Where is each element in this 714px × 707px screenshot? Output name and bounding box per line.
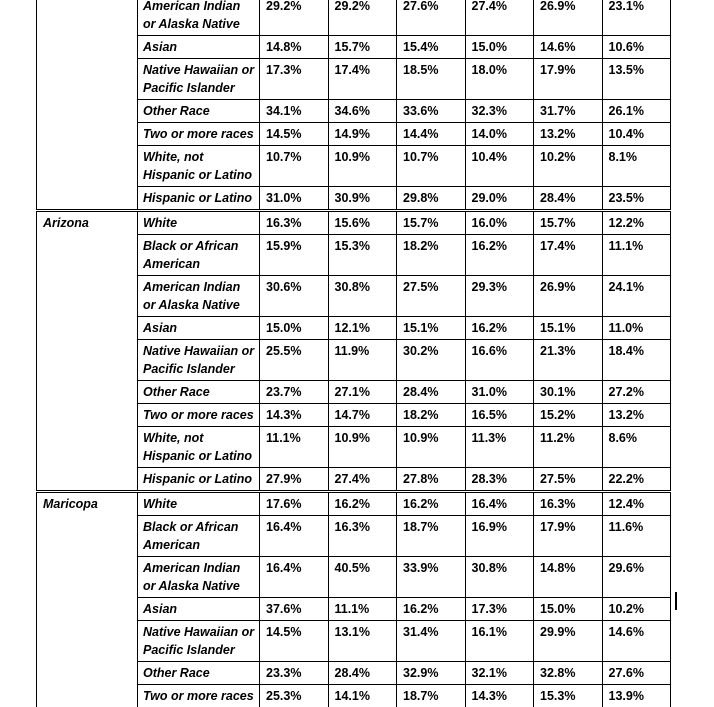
value-cell: 10.9%	[328, 146, 397, 187]
table-row	[37, 0, 671, 36]
value-cell: 30.6%	[260, 276, 329, 317]
race-label-cell: Hispanic or Latino	[138, 468, 260, 492]
value-cell: 14.6%	[534, 36, 603, 59]
value-cell: 18.2%	[397, 404, 466, 427]
value-cell: 18.0%	[465, 59, 534, 100]
value-cell: 13.2%	[534, 123, 603, 146]
value-cell: 29.2%	[328, 0, 397, 36]
value-cell: 12.1%	[328, 317, 397, 340]
value-cell: 29.9%	[534, 621, 603, 662]
value-cell: 15.6%	[328, 211, 397, 235]
value-cell: 17.9%	[534, 516, 603, 557]
value-cell: 25.5%	[260, 340, 329, 381]
race-label-cell: Black or African American	[138, 516, 260, 557]
value-cell: 30.8%	[328, 276, 397, 317]
value-cell: 14.3%	[260, 404, 329, 427]
table-body	[37, 0, 671, 707]
value-cell: 30.2%	[397, 340, 466, 381]
value-cell: 26.9%	[534, 276, 603, 317]
value-cell: 15.7%	[397, 211, 466, 235]
race-label-cell: Black or African American	[138, 235, 260, 276]
value-cell: 16.2%	[397, 598, 466, 621]
region-cell: Arizona	[37, 211, 138, 492]
value-cell: 16.2%	[465, 317, 534, 340]
value-cell: 12.2%	[602, 211, 671, 235]
value-cell: 40.5%	[328, 557, 397, 598]
value-cell: 10.6%	[602, 36, 671, 59]
value-cell: 28.3%	[465, 468, 534, 492]
value-cell: 28.4%	[397, 381, 466, 404]
race-label-cell: White	[138, 492, 260, 516]
value-cell: 18.7%	[397, 685, 466, 707]
value-cell: 8.1%	[602, 146, 671, 187]
value-cell: 31.0%	[465, 381, 534, 404]
value-cell: 27.6%	[397, 0, 466, 36]
value-cell: 14.8%	[534, 557, 603, 598]
value-cell: 17.4%	[534, 235, 603, 276]
race-label-cell: White	[138, 211, 260, 235]
race-label-cell: Two or more races	[138, 123, 260, 146]
race-label-cell: Hispanic or Latino	[138, 187, 260, 211]
race-label-cell: Other Race	[138, 100, 260, 123]
value-cell: 15.0%	[465, 36, 534, 59]
value-cell: 26.1%	[602, 100, 671, 123]
value-cell: 32.1%	[465, 662, 534, 685]
value-cell: 10.2%	[602, 598, 671, 621]
value-cell: 10.7%	[260, 146, 329, 187]
value-cell: 14.9%	[328, 123, 397, 146]
value-cell: 31.4%	[397, 621, 466, 662]
value-cell: 15.0%	[534, 598, 603, 621]
value-cell: 27.5%	[397, 276, 466, 317]
value-cell: 11.1%	[260, 427, 329, 468]
race-label-cell: American Indian or Alaska Native	[138, 0, 260, 36]
value-cell: 16.0%	[465, 211, 534, 235]
value-cell: 24.1%	[602, 276, 671, 317]
value-cell: 16.4%	[260, 516, 329, 557]
value-cell: 23.7%	[260, 381, 329, 404]
value-cell: 23.1%	[602, 0, 671, 36]
race-label-cell: Two or more races	[138, 404, 260, 427]
race-label-cell: Other Race	[138, 662, 260, 685]
value-cell: 16.2%	[465, 235, 534, 276]
value-cell: 10.9%	[397, 427, 466, 468]
value-cell: 34.6%	[328, 100, 397, 123]
value-cell: 29.8%	[397, 187, 466, 211]
value-cell: 15.3%	[534, 685, 603, 707]
value-cell: 30.9%	[328, 187, 397, 211]
race-label-cell: White, not Hispanic or Latino	[138, 427, 260, 468]
value-cell: 16.3%	[328, 516, 397, 557]
race-label-cell: Asian	[138, 598, 260, 621]
value-cell: 33.9%	[397, 557, 466, 598]
value-cell: 11.3%	[465, 427, 534, 468]
value-cell: 27.8%	[397, 468, 466, 492]
value-cell: 17.6%	[260, 492, 329, 516]
value-cell: 16.5%	[465, 404, 534, 427]
value-cell: 14.6%	[602, 621, 671, 662]
value-cell: 13.2%	[602, 404, 671, 427]
value-cell: 16.4%	[260, 557, 329, 598]
value-cell: 14.5%	[260, 123, 329, 146]
value-cell: 18.5%	[397, 59, 466, 100]
value-cell: 29.3%	[465, 276, 534, 317]
value-cell: 32.8%	[534, 662, 603, 685]
value-cell: 27.4%	[328, 468, 397, 492]
value-cell: 15.7%	[534, 211, 603, 235]
value-cell: 37.6%	[260, 598, 329, 621]
table-row	[37, 211, 671, 235]
value-cell: 14.4%	[397, 123, 466, 146]
value-cell: 34.1%	[260, 100, 329, 123]
region-cell	[37, 0, 138, 211]
race-label-cell: American Indian or Alaska Native	[138, 276, 260, 317]
value-cell: 13.1%	[328, 621, 397, 662]
value-cell: 10.9%	[328, 427, 397, 468]
value-cell: 10.7%	[397, 146, 466, 187]
table-row	[37, 492, 671, 516]
value-cell: 11.2%	[534, 427, 603, 468]
value-cell: 16.3%	[534, 492, 603, 516]
value-cell: 23.5%	[602, 187, 671, 211]
value-cell: 33.6%	[397, 100, 466, 123]
value-cell: 21.3%	[534, 340, 603, 381]
value-cell: 16.2%	[397, 492, 466, 516]
value-cell: 27.6%	[602, 662, 671, 685]
race-label-cell: Native Hawaiian or Pacific Islander	[138, 59, 260, 100]
value-cell: 28.4%	[328, 662, 397, 685]
value-cell: 15.3%	[328, 235, 397, 276]
value-cell: 27.5%	[534, 468, 603, 492]
value-cell: 11.0%	[602, 317, 671, 340]
value-cell: 29.6%	[602, 557, 671, 598]
value-cell: 8.6%	[602, 427, 671, 468]
value-cell: 25.3%	[260, 685, 329, 707]
value-cell: 15.0%	[260, 317, 329, 340]
value-cell: 18.7%	[397, 516, 466, 557]
value-cell: 14.3%	[465, 685, 534, 707]
value-cell: 27.4%	[465, 0, 534, 36]
value-cell: 15.1%	[397, 317, 466, 340]
value-cell: 32.3%	[465, 100, 534, 123]
value-cell: 16.2%	[328, 492, 397, 516]
value-cell: 29.2%	[260, 0, 329, 36]
race-label-cell: Native Hawaiian or Pacific Islander	[138, 621, 260, 662]
value-cell: 27.9%	[260, 468, 329, 492]
value-cell: 22.2%	[602, 468, 671, 492]
value-cell: 16.1%	[465, 621, 534, 662]
value-cell: 11.1%	[328, 598, 397, 621]
region-cell: Maricopa	[37, 492, 138, 707]
value-cell: 28.4%	[534, 187, 603, 211]
value-cell: 30.8%	[465, 557, 534, 598]
value-cell: 17.4%	[328, 59, 397, 100]
value-cell: 23.3%	[260, 662, 329, 685]
value-cell: 15.9%	[260, 235, 329, 276]
value-cell: 14.5%	[260, 621, 329, 662]
value-cell: 17.3%	[465, 598, 534, 621]
race-label-cell: Two or more races	[138, 685, 260, 707]
value-cell: 32.9%	[397, 662, 466, 685]
value-cell: 15.4%	[397, 36, 466, 59]
value-cell: 31.0%	[260, 187, 329, 211]
value-cell: 18.2%	[397, 235, 466, 276]
value-cell: 30.1%	[534, 381, 603, 404]
value-cell: 31.7%	[534, 100, 603, 123]
value-cell: 12.4%	[602, 492, 671, 516]
value-cell: 11.1%	[602, 235, 671, 276]
value-cell: 17.9%	[534, 59, 603, 100]
value-cell: 16.9%	[465, 516, 534, 557]
value-cell: 11.9%	[328, 340, 397, 381]
race-label-cell: Asian	[138, 36, 260, 59]
race-label-cell: Other Race	[138, 381, 260, 404]
value-cell: 15.1%	[534, 317, 603, 340]
value-cell: 16.6%	[465, 340, 534, 381]
race-label-cell: Native Hawaiian or Pacific Islander	[138, 340, 260, 381]
poverty-rate-table	[36, 0, 671, 707]
value-cell: 14.8%	[260, 36, 329, 59]
value-cell: 10.2%	[534, 146, 603, 187]
text-cursor-mark	[675, 592, 677, 610]
value-cell: 16.4%	[465, 492, 534, 516]
race-label-cell: White, not Hispanic or Latino	[138, 146, 260, 187]
value-cell: 16.3%	[260, 211, 329, 235]
value-cell: 15.2%	[534, 404, 603, 427]
value-cell: 18.4%	[602, 340, 671, 381]
value-cell: 10.4%	[465, 146, 534, 187]
value-cell: 11.6%	[602, 516, 671, 557]
value-cell: 10.4%	[602, 123, 671, 146]
value-cell: 14.1%	[328, 685, 397, 707]
value-cell: 26.9%	[534, 0, 603, 36]
value-cell: 27.2%	[602, 381, 671, 404]
value-cell: 17.3%	[260, 59, 329, 100]
race-label-cell: American Indian or Alaska Native	[138, 557, 260, 598]
race-label-cell: Asian	[138, 317, 260, 340]
value-cell: 29.0%	[465, 187, 534, 211]
value-cell: 13.5%	[602, 59, 671, 100]
value-cell: 15.7%	[328, 36, 397, 59]
value-cell: 14.0%	[465, 123, 534, 146]
value-cell: 13.9%	[602, 685, 671, 707]
value-cell: 14.7%	[328, 404, 397, 427]
value-cell: 27.1%	[328, 381, 397, 404]
